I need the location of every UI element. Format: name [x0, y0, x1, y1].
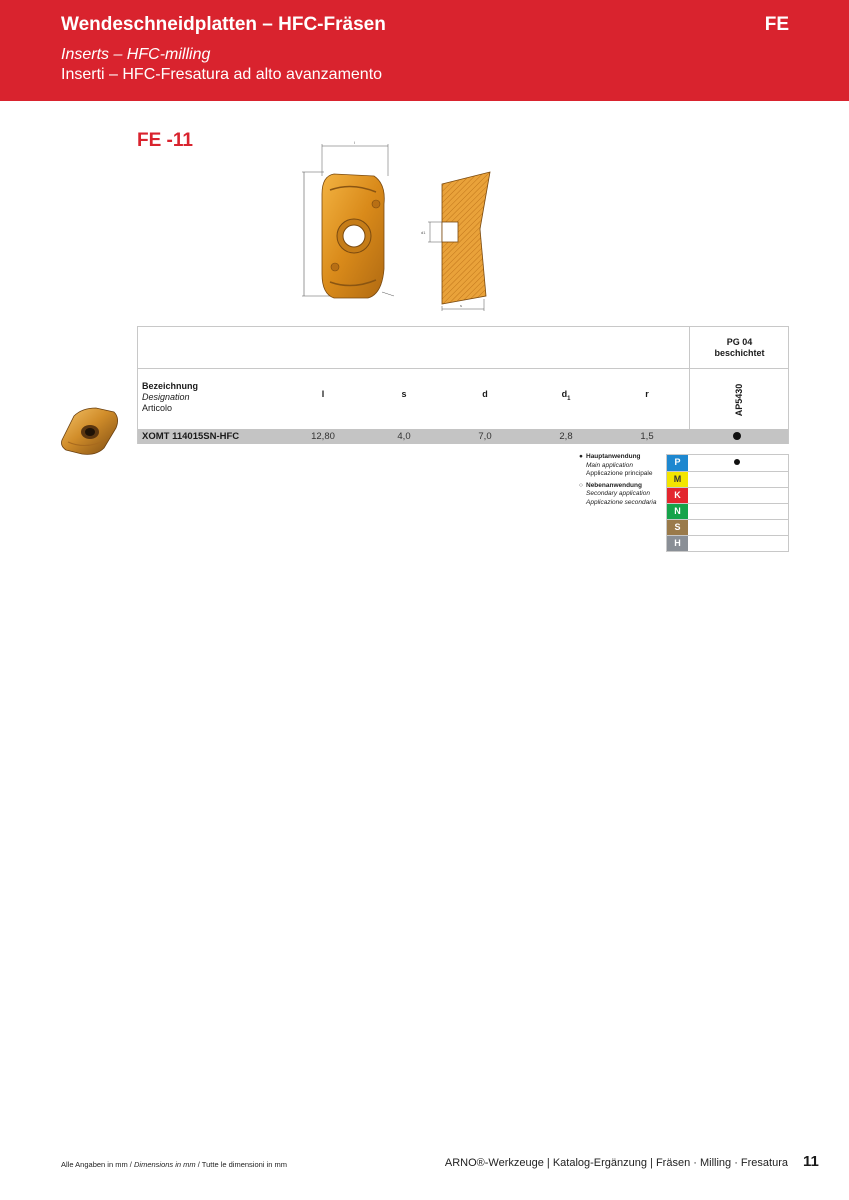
- footer-units-en: Dimensions in mm: [133, 1160, 196, 1169]
- page-header: [0, 0, 849, 101]
- material-row-h: [667, 535, 788, 551]
- legend-main-de: Hauptanwendung: [586, 453, 641, 460]
- page-number: 11: [803, 1153, 819, 1170]
- designation-it: Articolo: [142, 403, 173, 413]
- application-legend: [579, 453, 656, 510]
- grade-column-header: [729, 383, 749, 421]
- footer-units-de: Alle Angaben in mm: [61, 1160, 128, 1169]
- article-number: XOMT 114015SN-HFC: [142, 431, 240, 442]
- filled-dot-icon: ●: [579, 453, 583, 460]
- grade-group-line2: beschichtet: [714, 348, 765, 358]
- material-label: H: [667, 536, 688, 551]
- column-header-d1-sub: 1: [567, 395, 571, 402]
- legend-secondary: [579, 482, 656, 508]
- material-row-k: [667, 487, 788, 503]
- designation-header: [142, 381, 198, 414]
- table-divider-horizontal: [138, 368, 789, 369]
- product-table: [137, 326, 789, 444]
- hollow-dot-icon: ○: [579, 481, 583, 489]
- legend-main-it: Applicazione principale: [586, 470, 653, 477]
- legend-secondary-en: Secondary application: [586, 490, 650, 497]
- footer-units-it: Tutte le dimensioni in mm: [201, 1160, 287, 1169]
- footer-units-note: Alle Angaben in mm / Dimensions in mm / Tutte le dimensioni in mm: [61, 1160, 287, 1169]
- header-chapter-code: FE: [764, 14, 789, 35]
- material-label: S: [667, 520, 688, 535]
- legend-secondary-it: Applicazione secondaria: [586, 498, 657, 506]
- dim-label-l: l: [354, 140, 355, 145]
- availability-dot: [733, 432, 741, 440]
- designation-de: Bezeichnung: [142, 381, 199, 391]
- legend-main-en: Main application: [586, 461, 633, 469]
- material-label: P: [667, 455, 688, 471]
- material-application-table: [666, 454, 789, 552]
- material-label: M: [667, 472, 688, 487]
- column-header-d1: [551, 389, 581, 402]
- footer-catalog-info: ARNO®-Werkzeuge | Katalog-Ergänzung | Fräsen · Milling · Fresatura: [444, 1157, 788, 1169]
- header-subtitle-it: Inserti – HFC-Fresatura ad alto avanzamento: [61, 66, 383, 83]
- column-header-d1-letter: d: [561, 389, 568, 399]
- cell-s: 4,0: [397, 431, 411, 442]
- material-row-p: [667, 455, 788, 471]
- designation-en: Designation: [142, 392, 190, 402]
- column-header-d: d: [482, 389, 488, 399]
- table-row: [138, 429, 788, 444]
- section-title: FE -11: [137, 130, 193, 151]
- material-label: N: [667, 504, 688, 519]
- cell-d1: 2,8: [559, 431, 573, 442]
- grade-label: AP5430: [734, 383, 744, 417]
- legend-main: [579, 453, 656, 479]
- cell-d: 7,0: [478, 431, 492, 442]
- legend-secondary-de: Nebenanwendung: [586, 481, 642, 489]
- column-header-s: s: [401, 389, 407, 399]
- material-label: K: [667, 488, 688, 503]
- cell-l: 12,80: [311, 431, 335, 442]
- material-row-s: [667, 519, 788, 535]
- insert-technical-drawing: [290, 134, 510, 314]
- column-header-l: l: [321, 389, 325, 399]
- header-title: Wendeschneidplatten – HFC-Fräsen: [61, 14, 386, 35]
- dim-label-d1: d1: [421, 230, 426, 235]
- main-application-dot: [734, 459, 740, 465]
- grade-group-line1: PG 04: [726, 337, 753, 347]
- material-row-m: [667, 471, 788, 487]
- column-header-r: r: [645, 389, 649, 399]
- insert-product-image: [56, 402, 122, 460]
- grade-group-header: [690, 337, 789, 359]
- dim-label-s: s: [460, 303, 462, 308]
- material-row-n: [667, 503, 788, 519]
- header-subtitle-en: Inserts – HFC-milling: [61, 46, 211, 63]
- cell-r: 1,5: [640, 431, 654, 442]
